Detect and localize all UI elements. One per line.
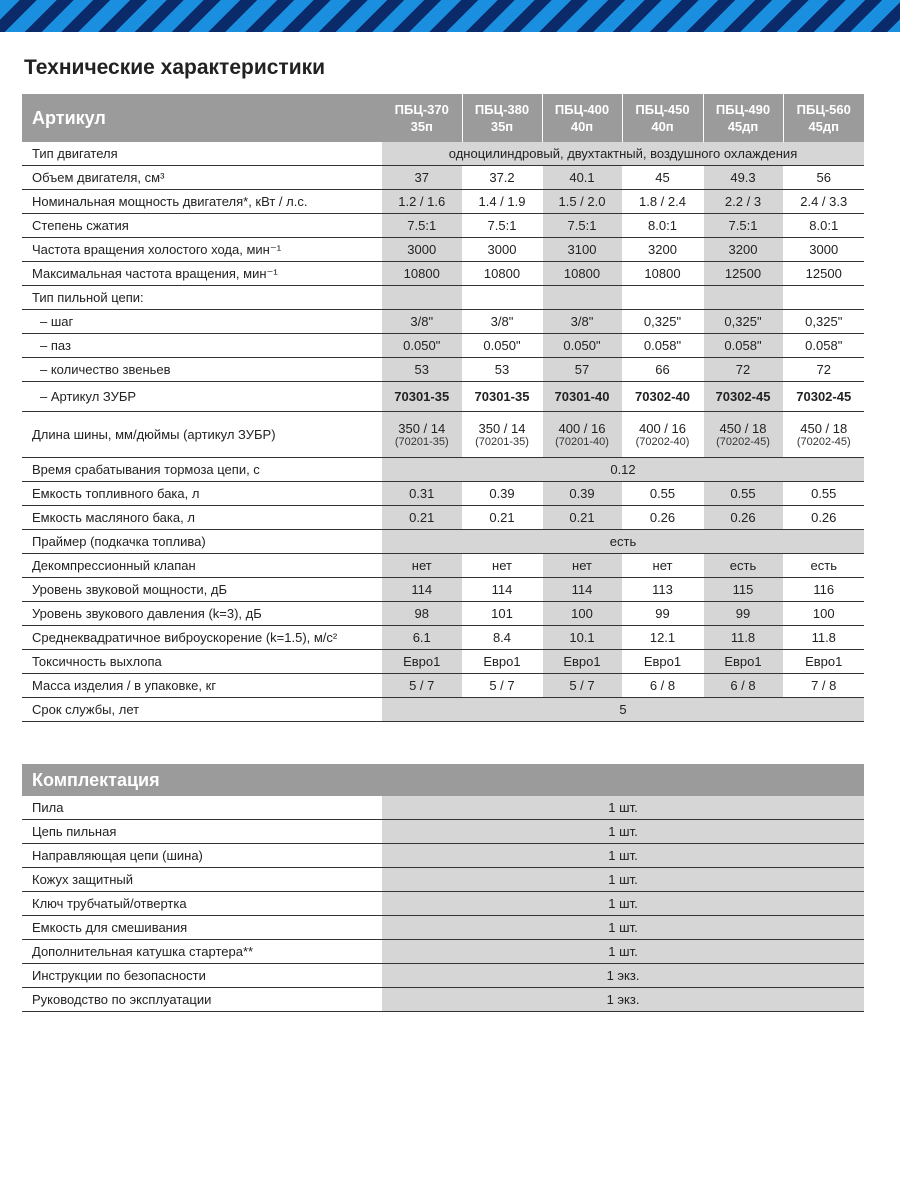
spec-value: есть <box>703 554 783 578</box>
spec-value: 37 <box>382 166 462 190</box>
kit-item-label: Кожух защитный <box>22 868 382 892</box>
spec-value-empty <box>542 286 622 310</box>
spec-label: Время срабатывания тормоза цепи, с <box>22 458 382 482</box>
spec-value: 3000 <box>783 238 864 262</box>
spec-value: 10800 <box>382 262 462 286</box>
spec-label: Объем двигателя, см³ <box>22 166 382 190</box>
spec-value: 0.55 <box>703 482 783 506</box>
spec-value: 0.39 <box>462 482 542 506</box>
spec-value: 3/8" <box>462 310 542 334</box>
spec-value: 1.5 / 2.0 <box>542 190 622 214</box>
spec-value: 70302-40 <box>622 382 703 412</box>
spec-value: 2.2 / 3 <box>703 190 783 214</box>
spec-label: Частота вращения холостого хода, мин⁻¹ <box>22 238 382 262</box>
spec-value: 114 <box>382 578 462 602</box>
spec-value: 7.5:1 <box>382 214 462 238</box>
spec-value: 70301-35 <box>462 382 542 412</box>
spec-value: 450 / 18 (70202-45) <box>783 412 864 458</box>
spec-value: 10.1 <box>542 626 622 650</box>
spec-value: 5 <box>382 698 864 722</box>
spec-value: 114 <box>542 578 622 602</box>
spec-value: 5 / 7 <box>542 674 622 698</box>
spec-label: Максимальная частота вращения, мин⁻¹ <box>22 262 382 286</box>
artikul-header: Артикул <box>22 94 382 142</box>
spec-row-oil-tank <box>22 506 864 530</box>
spec-value: 1.4 / 1.9 <box>462 190 542 214</box>
spec-value: 3100 <box>542 238 622 262</box>
spec-value: 3/8" <box>542 310 622 334</box>
spec-value: 11.8 <box>783 626 864 650</box>
page-title: Технические характеристики <box>24 56 326 79</box>
kit-item-label: Емкость для смешивания <box>22 916 382 940</box>
spec-label: Токсичность выхлопа <box>22 650 382 674</box>
spec-value: 0.058" <box>783 334 864 358</box>
kit-item-label: Ключ трубчатый/отвертка <box>22 892 382 916</box>
spec-value-empty <box>783 286 864 310</box>
spec-value-empty <box>382 286 462 310</box>
spec-value: 53 <box>382 358 462 382</box>
spec-value: Евро1 <box>382 650 462 674</box>
model-header: ПБЦ-380 35п <box>462 94 542 142</box>
spec-value: 0.058" <box>703 334 783 358</box>
spec-value: 400 / 16 (70202-40) <box>622 412 703 458</box>
spec-value: 5 / 7 <box>382 674 462 698</box>
kit-row <box>22 988 864 1012</box>
model-header: ПБЦ-370 35п <box>382 94 462 142</box>
spec-value: 115 <box>703 578 783 602</box>
kit-row <box>22 916 864 940</box>
spec-row-engine-type <box>22 142 864 166</box>
spec-label: – Артикул ЗУБР <box>22 382 382 412</box>
kit-row <box>22 868 864 892</box>
spec-row-power <box>22 190 864 214</box>
spec-value: 350 / 14 (70201-35) <box>382 412 462 458</box>
kit-table <box>22 764 865 1012</box>
kit-row <box>22 940 864 964</box>
kit-item-qty: 1 шт. <box>382 796 864 820</box>
spec-label: Тип пильной цепи: <box>22 286 382 310</box>
spec-value: 8.0:1 <box>783 214 864 238</box>
spec-value: 40.1 <box>542 166 622 190</box>
model-header: ПБЦ-450 40п <box>622 94 703 142</box>
spec-value: 53 <box>462 358 542 382</box>
kit-item-label: Пила <box>22 796 382 820</box>
spec-row-idle-rpm <box>22 238 864 262</box>
spec-value: 400 / 16 (70201-40) <box>542 412 622 458</box>
model-header: ПБЦ-490 45дп <box>703 94 783 142</box>
kit-header: Комплектация <box>22 764 864 796</box>
spec-value: 0.050" <box>382 334 462 358</box>
spec-label: Емкость масляного бака, л <box>22 506 382 530</box>
spec-row-sound-pressure <box>22 602 864 626</box>
specs-table <box>22 94 864 722</box>
spec-value: 3200 <box>703 238 783 262</box>
spec-label: – количество звеньев <box>22 358 382 382</box>
spec-value: 0.12 <box>382 458 864 482</box>
spec-label: – шаг <box>22 310 382 334</box>
spec-value: 72 <box>703 358 783 382</box>
spec-value-empty <box>703 286 783 310</box>
spec-value: 11.8 <box>703 626 783 650</box>
spec-value: 0,325" <box>703 310 783 334</box>
spec-row-chain-type <box>22 286 864 310</box>
spec-value: 0,325" <box>622 310 703 334</box>
specs-header-row <box>22 94 864 142</box>
spec-value: 7.5:1 <box>542 214 622 238</box>
spec-label: Праймер (подкачка топлива) <box>22 530 382 554</box>
spec-value: 2.4 / 3.3 <box>783 190 864 214</box>
spec-value: 7 / 8 <box>783 674 864 698</box>
spec-value: 56 <box>783 166 864 190</box>
spec-value: 66 <box>622 358 703 382</box>
spec-value: 8.0:1 <box>622 214 703 238</box>
spec-value: 0.31 <box>382 482 462 506</box>
kit-row <box>22 796 864 820</box>
spec-row-chain-sku <box>22 382 864 412</box>
spec-value: 0.55 <box>622 482 703 506</box>
spec-value: 0.21 <box>382 506 462 530</box>
spec-value: 450 / 18 (70202-45) <box>703 412 783 458</box>
spec-value: 0.39 <box>542 482 622 506</box>
spec-value: Евро1 <box>542 650 622 674</box>
spec-value: 10800 <box>542 262 622 286</box>
kit-item-qty: 1 шт. <box>382 820 864 844</box>
spec-value: одноцилиндровый, двухтактный, воздушного охлаждения <box>382 142 864 166</box>
kit-row <box>22 820 864 844</box>
spec-label: – паз <box>22 334 382 358</box>
spec-value: 3/8" <box>382 310 462 334</box>
spec-value: 0.26 <box>783 506 864 530</box>
spec-value: 0,325" <box>783 310 864 334</box>
kit-item-label: Руководство по эксплуатации <box>22 988 382 1012</box>
spec-value: 113 <box>622 578 703 602</box>
kit-item-qty: 1 шт. <box>382 916 864 940</box>
spec-value: 3200 <box>622 238 703 262</box>
header-stripe-decoration <box>0 0 900 32</box>
spec-value: 1.8 / 2.4 <box>622 190 703 214</box>
spec-value: 37.2 <box>462 166 542 190</box>
spec-row-service-life <box>22 698 864 722</box>
spec-row-compression <box>22 214 864 238</box>
spec-row-decomp <box>22 554 864 578</box>
spec-value: нет <box>622 554 703 578</box>
spec-value: 100 <box>542 602 622 626</box>
spec-row-vibration <box>22 626 864 650</box>
spec-value: 8.4 <box>462 626 542 650</box>
spec-row-pitch <box>22 310 864 334</box>
kit-row <box>22 892 864 916</box>
spec-value: 72 <box>783 358 864 382</box>
spec-row-max-rpm <box>22 262 864 286</box>
kit-item-qty: 1 шт. <box>382 844 864 868</box>
spec-row-displacement <box>22 166 864 190</box>
kit-item-qty: 1 шт. <box>382 940 864 964</box>
spec-value: 100 <box>783 602 864 626</box>
spec-value: 45 <box>622 166 703 190</box>
spec-value: 99 <box>703 602 783 626</box>
model-header: ПБЦ-560 45дп <box>783 94 864 142</box>
spec-value: Евро1 <box>462 650 542 674</box>
spec-value: 70302-45 <box>783 382 864 412</box>
spec-row-bar-length <box>22 412 864 458</box>
spec-label: Масса изделия / в упаковке, кг <box>22 674 382 698</box>
spec-label: Длина шины, мм/дюймы (артикул ЗУБР) <box>22 412 382 458</box>
spec-value: 49.3 <box>703 166 783 190</box>
spec-row-gauge <box>22 334 864 358</box>
spec-value: 5 / 7 <box>462 674 542 698</box>
kit-item-qty: 1 экз. <box>382 988 864 1012</box>
kit-item-qty: 1 шт. <box>382 892 864 916</box>
spec-value: 6 / 8 <box>622 674 703 698</box>
spec-label: Среднеквадратичное виброускорение (k=1.5), м/с² <box>22 626 382 650</box>
spec-value: 0.21 <box>542 506 622 530</box>
kit-item-label: Дополнительная катушка стартера** <box>22 940 382 964</box>
spec-row-sound-power <box>22 578 864 602</box>
spec-value: 1.2 / 1.6 <box>382 190 462 214</box>
spec-value-empty <box>462 286 542 310</box>
spec-value: 101 <box>462 602 542 626</box>
spec-value: есть <box>783 554 864 578</box>
kit-item-qty: 1 шт. <box>382 868 864 892</box>
spec-row-weight <box>22 674 864 698</box>
model-header: ПБЦ-400 40п <box>542 94 622 142</box>
spec-value: 0.050" <box>542 334 622 358</box>
spec-row-brake-time <box>22 458 864 482</box>
spec-value: 116 <box>783 578 864 602</box>
kit-row <box>22 844 864 868</box>
spec-value: 0.26 <box>622 506 703 530</box>
spec-value: 6.1 <box>382 626 462 650</box>
spec-label: Тип двигателя <box>22 142 382 166</box>
spec-value: 57 <box>542 358 622 382</box>
spec-value: 3000 <box>462 238 542 262</box>
kit-item-label: Цепь пильная <box>22 820 382 844</box>
spec-value: 10800 <box>622 262 703 286</box>
spec-value: 0.55 <box>783 482 864 506</box>
spec-value: Евро1 <box>703 650 783 674</box>
spec-value: 114 <box>462 578 542 602</box>
spec-value: 0.21 <box>462 506 542 530</box>
spec-value: 12500 <box>783 262 864 286</box>
spec-value: нет <box>542 554 622 578</box>
spec-value: 12.1 <box>622 626 703 650</box>
spec-value: 98 <box>382 602 462 626</box>
spec-label: Номинальная мощность двигателя*, кВт / л.с. <box>22 190 382 214</box>
spec-value-empty <box>622 286 703 310</box>
spec-label: Декомпрессионный клапан <box>22 554 382 578</box>
spec-label: Срок службы, лет <box>22 698 382 722</box>
spec-row-links <box>22 358 864 382</box>
spec-value: нет <box>382 554 462 578</box>
spec-value: 99 <box>622 602 703 626</box>
spec-label: Емкость топливного бака, л <box>22 482 382 506</box>
kit-row <box>22 964 864 988</box>
spec-row-primer <box>22 530 864 554</box>
spec-value: 70302-45 <box>703 382 783 412</box>
spec-value: 70301-35 <box>382 382 462 412</box>
spec-row-fuel-tank <box>22 482 864 506</box>
spec-value: 70301-40 <box>542 382 622 412</box>
spec-value: 12500 <box>703 262 783 286</box>
spec-value: нет <box>462 554 542 578</box>
kit-item-label: Инструкции по безопасности <box>22 964 382 988</box>
spec-label: Уровень звуковой мощности, дБ <box>22 578 382 602</box>
spec-value: 0.058" <box>622 334 703 358</box>
spec-value: 7.5:1 <box>462 214 542 238</box>
spec-value: есть <box>382 530 864 554</box>
spec-value: 0.050" <box>462 334 542 358</box>
kit-item-label: Направляющая цепи (шина) <box>22 844 382 868</box>
spec-value: Евро1 <box>783 650 864 674</box>
spec-label: Степень сжатия <box>22 214 382 238</box>
spec-row-emission <box>22 650 864 674</box>
spec-value: 7.5:1 <box>703 214 783 238</box>
spec-value: Евро1 <box>622 650 703 674</box>
spec-value: 350 / 14 (70201-35) <box>462 412 542 458</box>
spec-value: 0.26 <box>703 506 783 530</box>
spec-value: 10800 <box>462 262 542 286</box>
spec-label: Уровень звукового давления (k=3), дБ <box>22 602 382 626</box>
kit-item-qty: 1 экз. <box>382 964 864 988</box>
spec-value: 6 / 8 <box>703 674 783 698</box>
spec-value: 3000 <box>382 238 462 262</box>
